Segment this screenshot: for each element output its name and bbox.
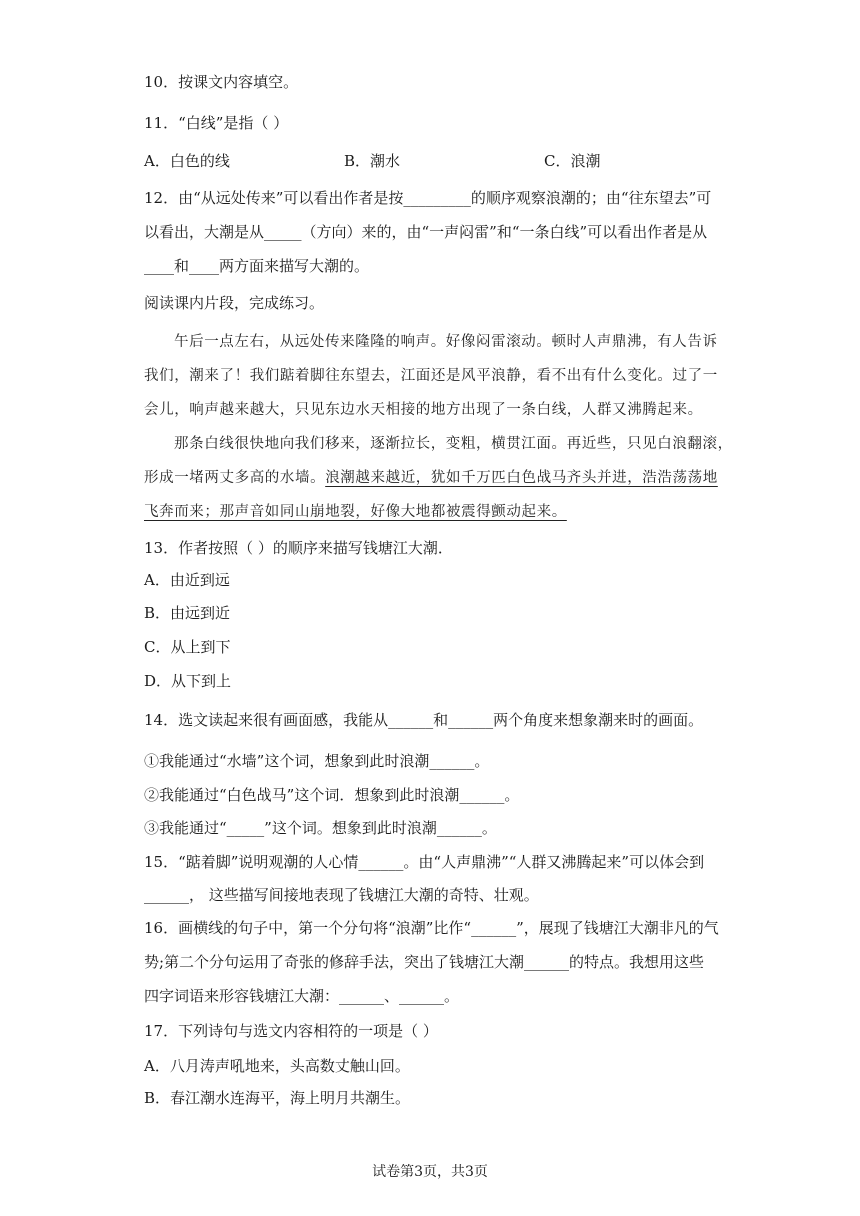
question-11-option-c: C．浪潮: [544, 152, 601, 170]
question-17-option-a: A．八月涛声吼地来，头高数丈触山回。: [144, 1057, 410, 1075]
question-12-line-3: ____和____两方面来描写大潮的。: [144, 257, 370, 275]
passage-p2-line-1: 那条白线很快地向我们移来，逐渐拉长，变粗，横贯江面。再近些，只见白浪翻滚，: [174, 436, 733, 452]
question-17-stem: 17．下列诗句与选文内容相符的一项是（ ）: [144, 1022, 438, 1040]
passage-p1-line-2: 我们，潮来了！我们踮着脚往东望去，江面还是风平浪静，看不出有什么变化。过了一: [144, 368, 718, 384]
passage-plain-text: 形成一堵两丈多高的水墙。: [144, 470, 326, 486]
question-10: 10．按课文内容填空。: [144, 73, 299, 91]
passage-p2-line-3: [144, 502, 718, 522]
question-11-option-a: A．白色的线: [144, 152, 230, 170]
question-14-sub-3: ③我能通过“_____”这个词。想象到此时浪潮______。: [144, 819, 497, 837]
underlined-sentence-part-2: 飞奔而来；那声音如同山崩地裂，好像大地都被震得颤动起来。: [144, 504, 567, 520]
question-12-line-1: 12．由“从远处传来”可以看出作者是按_________的顺序观察浪潮的；由“往东望去”可: [144, 189, 712, 207]
question-16-line-3: 四字词语来形容钱塘江大潮：______、______。: [144, 987, 460, 1005]
question-15-line-1: 15．“踮着脚”说明观潮的人心情______。由“人声鼎沸”“人群又沸腾起来”可以体会到: [144, 853, 705, 871]
underlined-sentence-part-1: 浪潮越来越近，犹如千万匹白色战马齐头并进，浩浩荡荡地: [325, 470, 718, 486]
question-14-sub-2: ②我能通过“白色战马”这个词．想象到此时浪潮______。: [144, 786, 520, 804]
page-footer: 试卷第3页，共3页: [372, 1164, 488, 1180]
question-13-option-d: D．从下到上: [144, 672, 232, 690]
question-13-stem: 13．作者按照（ ）的顺序来描写钱塘江大潮．: [144, 539, 453, 557]
passage-p1-line-1: 午后一点左右，从远处传来隆隆的响声。好像闷雷滚动。顿时人声鼎沸，有人告诉: [174, 334, 718, 350]
question-13-option-c: C．从上到下: [144, 638, 231, 656]
question-12-line-2: 以看出，大潮是从_____（方向）来的，由“一声闷雷”和“一条白线”可以看出作者是从: [144, 223, 708, 241]
question-11-stem: 11．“白线”是指（ ）: [144, 114, 289, 132]
question-15-line-2: ______， 这些描写间接地表现了钱塘江大潮的奇特、壮观。: [144, 886, 539, 904]
question-16-line-2: 势;第二个分句运用了奇张的修辞手法，突出了钱塘江大潮______的特点。我想用这些: [144, 953, 705, 971]
reading-instruction: 阅读课内片段，完成练习。: [144, 294, 325, 312]
question-16-line-1: 16．画横线的句子中，第一个分句将“浪潮”比作“______”，展现了钱塘江大潮非凡的气: [144, 919, 719, 937]
question-17-option-b: B．春江潮水连海平，海上明月共潮生。: [144, 1089, 411, 1107]
question-11-option-b: B．潮水: [344, 152, 401, 170]
question-13-option-a: A．由近到远: [144, 571, 230, 589]
question-14-sub-1: ①我能通过“水墙”这个词，想象到此时浪潮______。: [144, 752, 490, 770]
passage-p2-line-2: [144, 468, 718, 488]
passage-p1-line-3: 会儿，响声越来越大，只见东边水天相接的地方出现了一条白线，人群又沸腾起来。: [144, 402, 703, 418]
question-13-option-b: B．由远到近: [144, 604, 231, 622]
question-14-stem: 14．选文读起来很有画面感，我能从______和______两个角度来想象潮来时的画面。: [144, 711, 704, 729]
